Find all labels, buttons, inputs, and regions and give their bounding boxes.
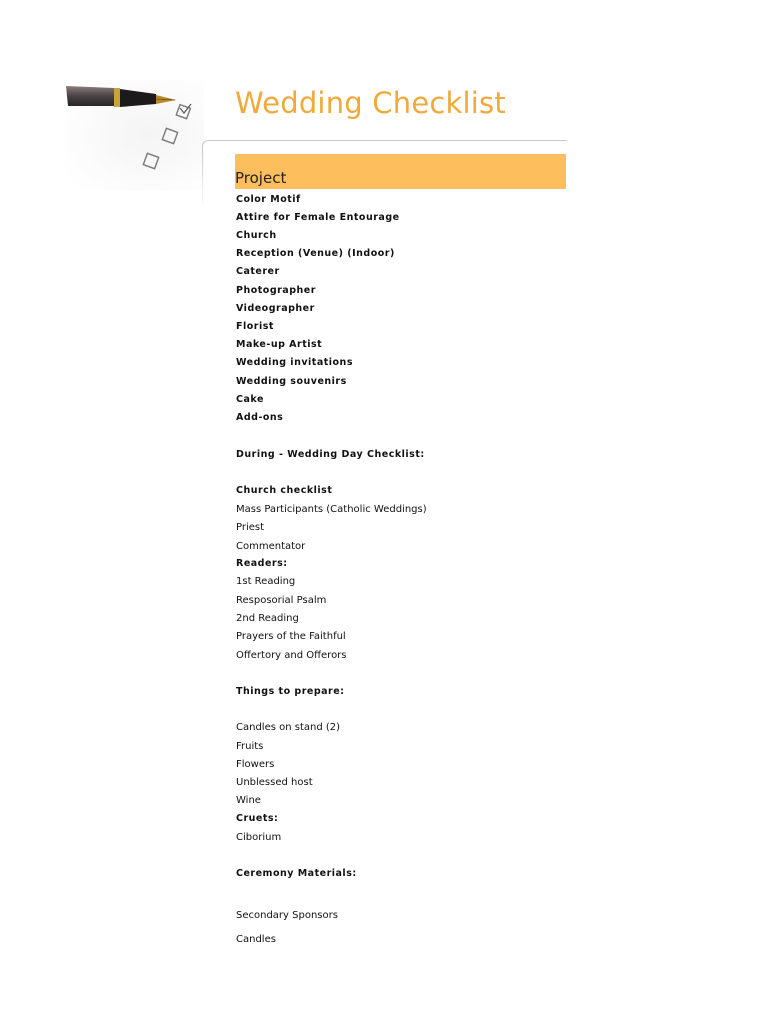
checklist-heading: Church — [236, 230, 277, 241]
page-title: Wedding Checklist — [235, 86, 506, 120]
checklist-heading: Caterer — [236, 266, 280, 277]
checklist-item: 1st Reading — [236, 576, 296, 587]
checklist-heading: Readers: — [236, 558, 288, 569]
checklist-item: Resposorial Psalm — [236, 595, 327, 606]
checklist-heading: Attire for Female Entourage — [236, 212, 400, 223]
checklist-heading: Things to prepare: — [236, 686, 345, 697]
checklist-item: Offertory and Offerors — [236, 650, 347, 661]
checklist-heading: Florist — [236, 321, 274, 332]
checklist-item: Commentator — [236, 541, 306, 552]
checklist-heading: Reception (Venue) (Indoor) — [236, 248, 395, 259]
checklist-item: Ciborium — [236, 832, 282, 843]
checklist-item: Candles on stand (2) — [236, 722, 341, 733]
frame-border — [202, 140, 567, 151]
checklist-item: Candles — [236, 934, 276, 945]
checklist-heading: Cake — [236, 394, 264, 405]
checklist-heading: Color Motif — [236, 194, 301, 205]
checklist-item: Mass Participants (Catholic Weddings) — [236, 504, 427, 515]
checklist-item: Prayers of the Faithful — [236, 631, 346, 642]
checklist-heading: Ceremony Materials: — [236, 868, 357, 879]
checklist-item: Priest — [236, 522, 265, 533]
checklist-heading: Photographer — [236, 285, 316, 296]
section-header-label: Project — [235, 169, 287, 187]
checklist-heading: Videographer — [236, 303, 315, 314]
checklist-heading: Cruets: — [236, 813, 279, 824]
checklist-heading: Church checklist — [236, 485, 333, 496]
checklist-item: 2nd Reading — [236, 613, 299, 624]
checklist-item: Wine — [236, 795, 261, 806]
checklist-item: Flowers — [236, 759, 275, 770]
checklist-heading: During - Wedding Day Checklist: — [236, 449, 425, 460]
checklist-heading: Wedding souvenirs — [236, 376, 347, 387]
checklist-item: Fruits — [236, 741, 264, 752]
section-header-bar — [235, 154, 566, 189]
frame-border-side — [202, 148, 203, 208]
checklist-heading: Wedding invitations — [236, 357, 353, 368]
checklist-heading: Add-ons — [236, 412, 284, 423]
fountain-pen-checkbox-icon — [64, 80, 204, 190]
checklist-item: Unblessed host — [236, 777, 313, 788]
checklist-item: Secondary Sponsors — [236, 910, 338, 921]
checklist-heading: Make-up Artist — [236, 339, 323, 350]
